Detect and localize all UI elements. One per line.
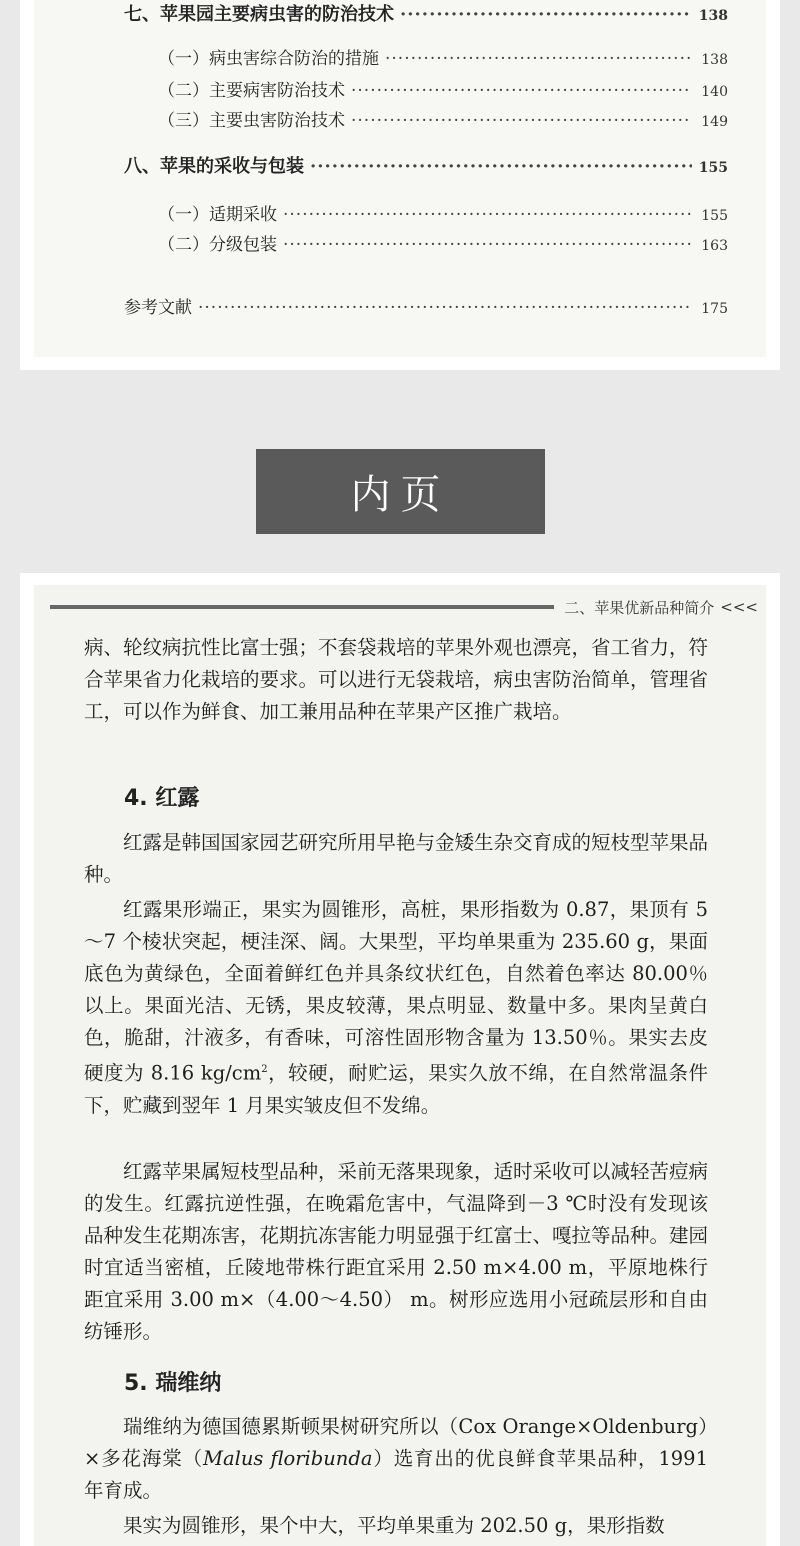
paragraph: 红露苹果属短枝型品种，采前无落果现象，适时采收可以减轻苦痘病的发生。红露抗逆性强，在晚霜危害中，气温降到－3 ℃时没有发现该品种发生花期冻害，花期抗冻害能力明显强于红富士、嘎拉等品种。建园时宜适当密植，丘陵地带株行距宜采用 2.50 m×4.00 m，平原地株行距宜采用 3.00 m×（4.00～4.50） m。树形应选用小冠疏层形和自由纺锤形。 (84, 1160, 709, 1343)
section-banner: 内页 (256, 449, 545, 534)
toc-item (124, 152, 728, 178)
running-head-title: 二、苹果优新品种简介 (564, 598, 715, 617)
toc-item-title: 七、苹果园主要病虫害的防治技术 (124, 4, 394, 25)
toc-item-page: 175 (701, 301, 728, 317)
toc-item-title: 参考文献 (124, 298, 192, 318)
toc-item (158, 44, 728, 69)
running-head (50, 596, 758, 618)
toc-item-page: 149 (701, 114, 728, 130)
running-head-rule (50, 605, 554, 609)
toc-item-title: （三）主要虫害防治技术 (158, 111, 345, 131)
paragraph: 红露果形端正，果实为圆锥形，高桩，果形指数为 0.87，果顶有 5～7 个棱状突起，梗洼深、阔。大果型，平均单果重为 235.60 g，果面底色为黄绿色，全面着鲜红色并具条纹状红色，自然着色率达 80.00％以上。果面光洁、无锈，果皮较薄，果点明显、数量中多。果肉呈黄白色，脆甜，汁液多，有香味，可溶性固形物含量为 13.50％。果实去皮硬度为 8.16 $kg/cm^2$，较硬，耐贮运，果实久放不绵，在自然常温条件下，贮藏到翌年 1 月果实皱皮但不发绵。 (84, 898, 708, 1117)
section-heading: 5. 瑞维纳 (124, 1371, 222, 1396)
paragraph: 红露是韩国国家园艺研究所用早艳与金矮生杂交育成的短枝型苹果品种。 (84, 831, 709, 886)
toc-item-title: （一）适期采收 (158, 205, 277, 225)
toc-item-title: （二）分级包装 (158, 235, 277, 255)
toc-item-title: （二）主要病害防治技术 (158, 81, 345, 101)
paragraph: 病、轮纹病抗性比富士强；不套袋栽培的苹果外观也漂亮，省工省力，符合苹果省力化栽培的要求。可以进行无袋栽培，病虫害防治简单，管理省工，可以作为鲜食、加工兼用品种在苹果产区推广栽培。 (84, 636, 709, 723)
toc-item (158, 76, 728, 101)
toc-item (158, 230, 728, 255)
toc-item (158, 200, 728, 225)
toc-item-page: 140 (701, 84, 728, 100)
toc-item-page: 155 (701, 208, 728, 224)
paragraph: 果实为圆锥形，果个中大，平均单果重为 202.50 g，果形指数 (123, 1514, 665, 1537)
toc-item-page: 138 (698, 8, 728, 24)
toc-item-page: 155 (698, 160, 728, 176)
toc-item-page: 163 (701, 238, 728, 254)
toc-item-title: 八、苹果的采收与包装 (124, 156, 304, 177)
toc-item (124, 293, 728, 318)
toc-item-title: （一）病虫害综合防治的措施 (158, 49, 379, 69)
toc-item (124, 0, 728, 26)
paragraph: 瑞维纳为德国德累斯顿果树研究所以（Cox Orange×Oldenburg）×多花海棠（Malus floribunda）选育出的优良鲜食苹果品种，1991 年育成。 (84, 1415, 708, 1502)
section-heading: 4. 红露 (124, 786, 200, 811)
toc-item-page: 138 (701, 52, 728, 68)
toc-item (158, 106, 728, 131)
chevrons-left-icon: <<< (720, 598, 758, 616)
